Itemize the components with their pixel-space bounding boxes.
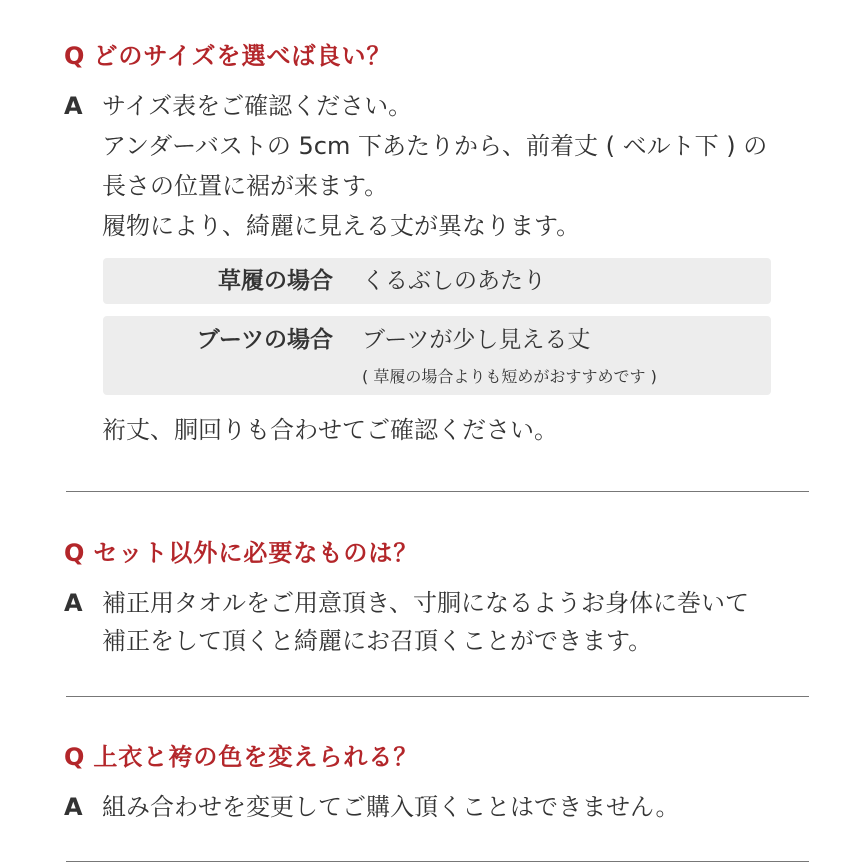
row-note: ( 草履の場合よりも短めがおすすめです ) — [362, 367, 657, 386]
answer-line: 補正用タオルをご用意頂き、寸胴になるようお身体に巻いて — [102, 589, 750, 617]
row-label: ブーツの場合 — [196, 327, 333, 353]
length-row-zori — [103, 258, 771, 304]
answer-line: 長さの位置に裾が来ます。 — [102, 172, 389, 200]
row-label: 草履の場合 — [218, 268, 333, 294]
q-mark: Q — [64, 743, 86, 771]
question-text: セット以外に必要なものは？ — [93, 539, 419, 567]
faq-question-3 — [64, 737, 418, 772]
question-text: 上衣と袴の色を変えられる？ — [93, 743, 419, 771]
answer-line: サイズ表をご確認ください。 — [102, 92, 413, 120]
row-value: ブーツが少し見える丈 — [362, 327, 591, 353]
a-mark: A — [64, 793, 83, 821]
answer-line: 履物により、綺麗に見える丈が異なります。 — [102, 212, 581, 240]
q-mark: Q — [64, 42, 86, 70]
answer-line: 補正をして頂くと綺麗にお召頂くことができます。 — [102, 627, 653, 655]
a-mark: A — [64, 92, 83, 120]
divider — [66, 696, 809, 697]
divider — [66, 861, 809, 862]
q-mark: Q — [64, 539, 86, 567]
divider — [66, 491, 809, 492]
length-row-boots — [103, 316, 771, 395]
answer-line: アンダーバストの 5cm 下あたりから、前着丈 ( ベルト下 ) の — [102, 132, 768, 160]
row-value: くるぶしのあたり — [362, 268, 546, 294]
a-mark: A — [64, 589, 83, 617]
faq-question-1 — [64, 36, 392, 71]
faq-question-2 — [64, 533, 418, 568]
answer-line: 裄丈、胴回りも合わせてご確認ください。 — [102, 416, 558, 444]
answer-line: 組み合わせを変更してご購入頂くことはできません。 — [102, 793, 680, 821]
question-text: どのサイズを選べば良い？ — [93, 42, 392, 70]
